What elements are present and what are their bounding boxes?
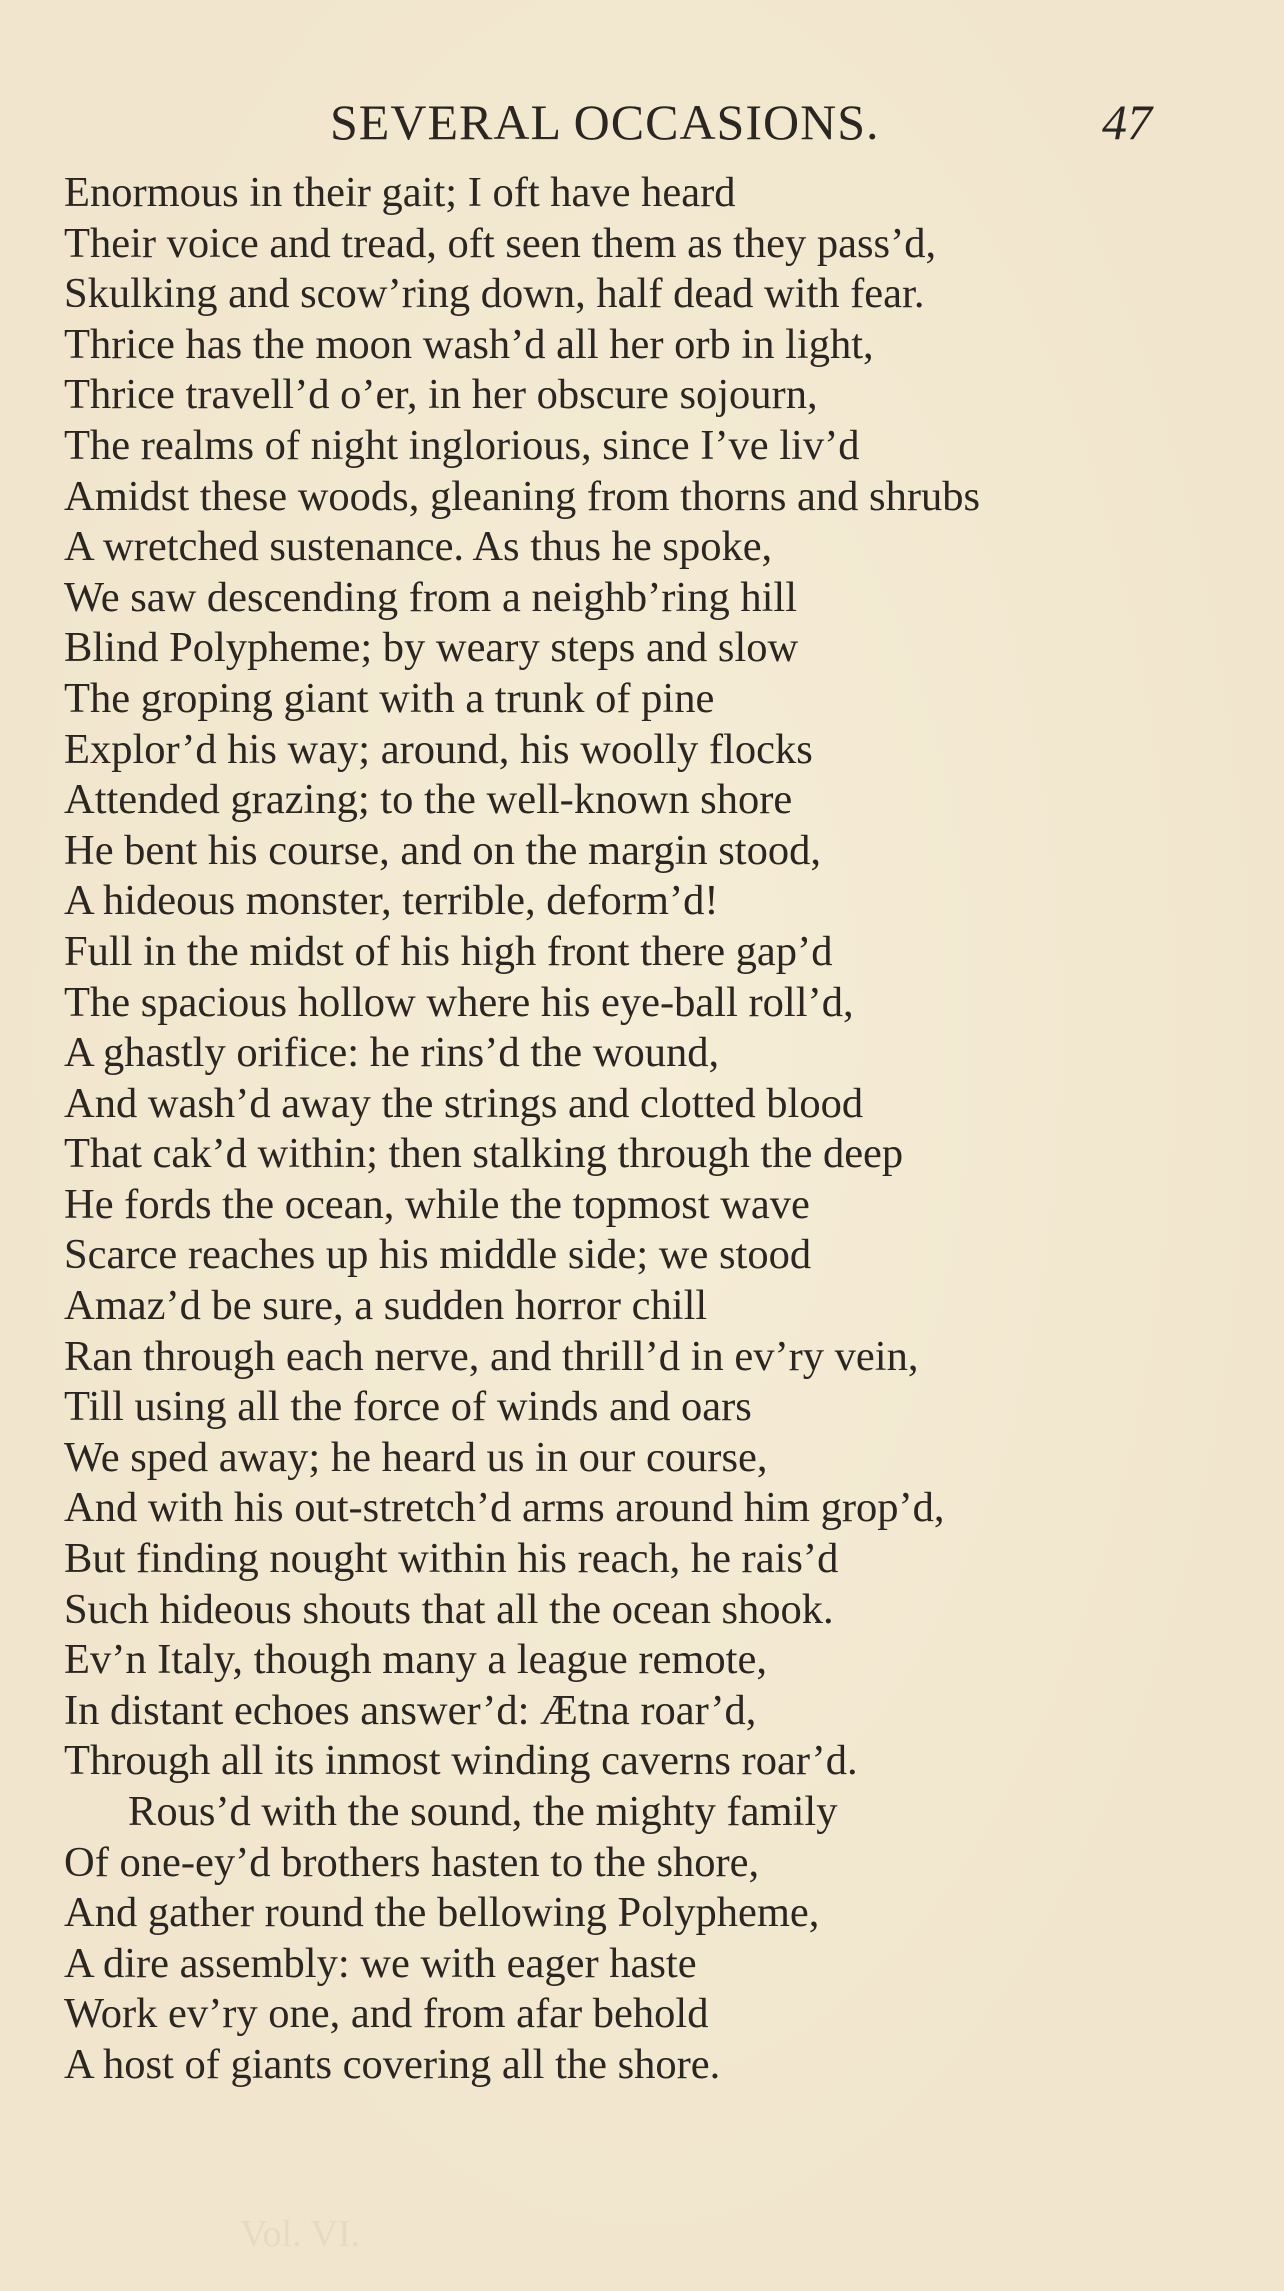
verse-line: Thrice travell’d o’er, in her obscure sojourn, bbox=[64, 371, 818, 419]
verse-line: In distant echoes answer’d: Ætna roar’d, bbox=[64, 1686, 757, 1734]
poem-text bbox=[64, 168, 1244, 2091]
page-header bbox=[0, 92, 1284, 152]
verse-line: A ghastly orifice: he rins’d the wound, bbox=[64, 1029, 720, 1077]
verse-line: Such hideous shouts that all the ocean shook. bbox=[64, 1585, 834, 1633]
verse-line: Full in the midst of his high front there gap’d bbox=[64, 927, 833, 975]
verse-line: Ev’n Italy, though many a league remote, bbox=[64, 1636, 767, 1684]
verse-line: Till using all the force of winds and oars bbox=[64, 1383, 752, 1431]
verse-line: Work ev’ry one, and from afar behold bbox=[64, 1990, 709, 2038]
verse-line: A hideous monster, terrible, deform’d! bbox=[64, 877, 719, 925]
verse-line: And with his out-stretch’d arms around him grop’d, bbox=[64, 1484, 945, 1532]
verse-line: Thrice has the moon wash’d all her orb in light, bbox=[64, 320, 874, 368]
verse-line: Scarce reaches up his middle side; we stood bbox=[64, 1231, 812, 1279]
verse-line: Of one-ey’d brothers hasten to the shore, bbox=[64, 1838, 760, 1886]
verse-line: Rous’d with the sound, the mighty family bbox=[128, 1788, 838, 1835]
signature-mark: Vol. VI. bbox=[240, 2213, 361, 2255]
verse-line: He fords the ocean, while the topmost wave bbox=[64, 1180, 810, 1228]
verse-line: The realms of night inglorious, since I’ve liv’d bbox=[64, 421, 860, 469]
verse-line: Amidst these woods, gleaning from thorns and shrubs bbox=[64, 472, 981, 520]
verse-line: A host of giants covering all the shore. bbox=[64, 2040, 721, 2088]
verse-line: The groping giant with a trunk of pine bbox=[64, 674, 715, 722]
running-head: SEVERAL OCCASIONS. bbox=[330, 94, 880, 150]
verse-line: But finding nought within his reach, he rais’d bbox=[64, 1535, 839, 1583]
verse-line: A wretched sustenance. As thus he spoke, bbox=[64, 523, 773, 571]
verse-line: Their voice and tread, oft seen them as they pass’d, bbox=[64, 219, 937, 267]
verse-line: He bent his course, and on the margin stood, bbox=[64, 826, 821, 874]
verse-line: We saw descending from a neighb’ring hill bbox=[64, 573, 798, 621]
verse-line: Explor’d his way; around, his woolly flocks bbox=[64, 725, 813, 773]
verse-line: Through all its inmost winding caverns roar’d. bbox=[64, 1737, 858, 1785]
verse-line: Amaz’d be sure, a sudden horror chill bbox=[64, 1282, 708, 1330]
verse-line: That cak’d within; then stalking through the deep bbox=[64, 1130, 904, 1178]
verse-line: Ran through each nerve, and thrill’d in ev’ry vein, bbox=[64, 1332, 919, 1380]
verse-line: Enormous in their gait; I oft have heard bbox=[64, 169, 736, 216]
verse-line: A dire assembly: we with eager haste bbox=[64, 1939, 697, 1987]
verse-line: Skulking and scow’ring down, half dead with fear. bbox=[64, 270, 925, 318]
page-number: 47 bbox=[1102, 94, 1152, 150]
verse-line: And gather round the bellowing Polypheme, bbox=[64, 1889, 820, 1937]
verse-line: And wash’d away the strings and clotted blood bbox=[64, 1079, 864, 1127]
verse-line: Blind Polypheme; by weary steps and slow bbox=[64, 624, 799, 672]
verse-line: The spacious hollow where his eye-ball roll’d, bbox=[64, 978, 854, 1026]
verse-line: We sped away; he heard us in our course, bbox=[64, 1433, 768, 1481]
verse-line: Attended grazing; to the well-known shore bbox=[64, 776, 793, 824]
